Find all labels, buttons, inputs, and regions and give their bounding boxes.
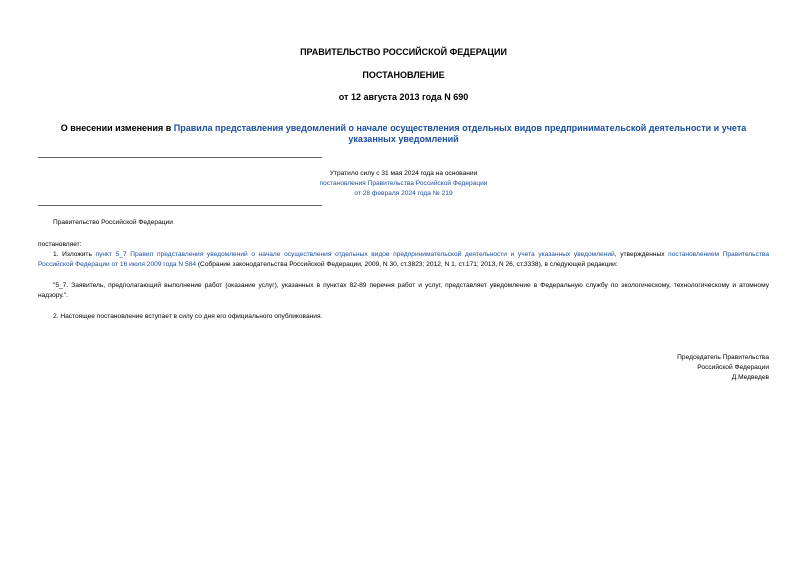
quoted-text: "5_7. Заявитель, предполагающий выполнение работ (оказание услуг), указанных в пунктах 82-89 перечня работ и услуг, представляет уведомление в Федеральную службу по экологическому, технологическому и атомному надзору.".: [38, 282, 769, 299]
signature-line2: Российской Федерации: [697, 364, 769, 371]
resolves-line: постановляет:: [38, 241, 82, 248]
org-title: ПРАВИТЕЛЬСТВО РОССИЙСКОЙ ФЕДЕРАЦИИ: [300, 47, 507, 57]
doc-type: ПОСТАНОВЛЕНИЕ: [362, 70, 445, 80]
doc-date-number: от 12 августа 2013 года N 690: [338, 92, 469, 102]
item-1: [38, 250, 769, 270]
government-line: Правительство Российской Федерации: [53, 219, 173, 226]
status-note: [240, 169, 567, 199]
status-line1: Утратило силу с 31 мая 2024 года на основании: [329, 170, 478, 177]
item1-suffix: (Собрание законодательства Российской Федерации, 2009, N 30, ст.3823; 2012, N 1, ст.171; 2013, N 26, ст.3338), в следующей редакции:: [196, 261, 618, 268]
status-link-line2[interactable]: постановления Правительства Российской Федерации: [319, 180, 488, 187]
divider-bottom: [38, 205, 322, 206]
subject-link[interactable]: Правила представления уведомлений о начале осуществления отдельных видов предпринимательской деятельности и учета указанных уведомлений: [173, 123, 747, 144]
item-2: 2. Настоящее постановление вступает в силу со дня его официального опубликования.: [53, 313, 323, 320]
divider-top: [38, 157, 322, 158]
item1-prefix: 1. Изложить: [53, 251, 96, 258]
subject-prefix: О внесении изменения в: [60, 123, 174, 133]
doc-subject: [38, 123, 769, 145]
signature-line1: Председатель Правительства: [677, 354, 769, 361]
item1-middle: , утвержденных: [614, 251, 669, 258]
status-link-line3[interactable]: от 28 февраля 2024 года № 219: [354, 190, 453, 197]
signature-block: [677, 353, 769, 383]
item1-link-decree[interactable]: постановлением Правительства Российской Федерации от 16 июля 2009 года N 584: [38, 251, 769, 268]
signature-name: Д.Медведев: [731, 374, 769, 381]
item1-link-rules[interactable]: пункт 5_7 Правил представления уведомлений о начале осуществления отдельных видов предпринимательской деятельности и учета указанных уведомлений: [95, 251, 615, 258]
